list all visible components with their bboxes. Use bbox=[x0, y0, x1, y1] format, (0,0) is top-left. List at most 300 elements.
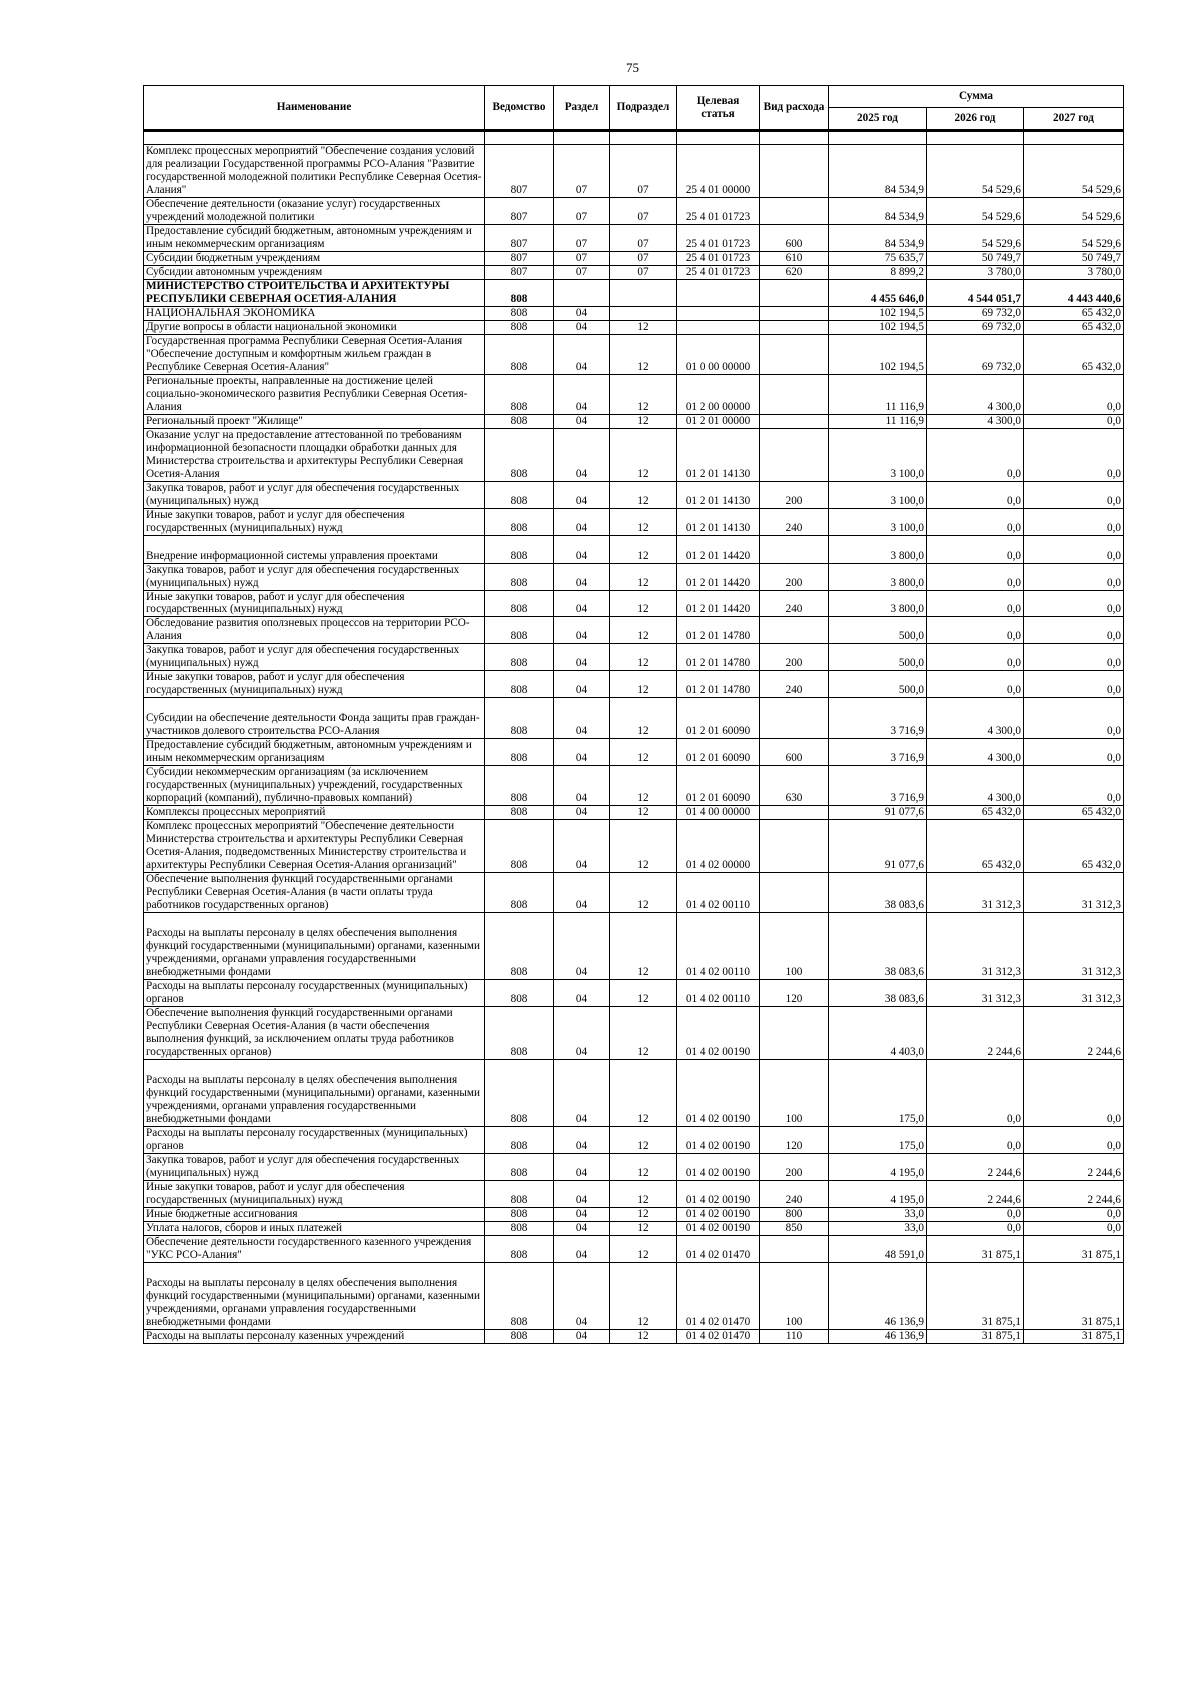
row-vedomstvo: 808 bbox=[485, 414, 554, 428]
row-sum-2026: 4 300,0 bbox=[927, 766, 1024, 806]
row-name: Оказание услуг на предоставление аттестованной по требованиям информационной безопасности площадки обработки данных для Министерства строительства и архитектуры Республики Северная Осетия-Алания bbox=[144, 428, 485, 481]
row-razdel: 07 bbox=[554, 251, 610, 265]
row-vedomstvo: 808 bbox=[485, 1262, 554, 1329]
row-podrazdel: 12 bbox=[610, 766, 677, 806]
row-podrazdel: 12 bbox=[610, 644, 677, 671]
row-razdel: 04 bbox=[554, 766, 610, 806]
row-vid: 240 bbox=[760, 1180, 829, 1207]
row-sum-2027: 65 432,0 bbox=[1024, 820, 1124, 873]
row-name: НАЦИОНАЛЬНАЯ ЭКОНОМИКА bbox=[144, 306, 485, 320]
row-podrazdel: 12 bbox=[610, 535, 677, 563]
row-podrazdel: 12 bbox=[610, 428, 677, 481]
row-celevaya bbox=[677, 320, 760, 334]
row-name: Закупка товаров, работ и услуг для обеспечения государственных (муниципальных) нужд bbox=[144, 481, 485, 508]
row-sum-2027: 2 244,6 bbox=[1024, 1180, 1124, 1207]
row-vedomstvo: 808 bbox=[485, 481, 554, 508]
row-vid bbox=[760, 1007, 829, 1060]
row-sum-2026: 2 244,6 bbox=[927, 1180, 1024, 1207]
row-razdel: 04 bbox=[554, 414, 610, 428]
row-vedomstvo: 808 bbox=[485, 913, 554, 980]
header-razdel: Раздел bbox=[554, 86, 610, 131]
row-podrazdel: 07 bbox=[610, 265, 677, 279]
row-sum-2027: 0,0 bbox=[1024, 1059, 1124, 1126]
row-razdel: 04 bbox=[554, 1059, 610, 1126]
row-vedomstvo: 808 bbox=[485, 374, 554, 414]
row-sum-2026: 54 529,6 bbox=[927, 145, 1024, 198]
row-sum-2027: 0,0 bbox=[1024, 644, 1124, 671]
row-vedomstvo: 808 bbox=[485, 334, 554, 374]
row-vid: 200 bbox=[760, 1153, 829, 1180]
row-name: Другие вопросы в области национальной экономики bbox=[144, 320, 485, 334]
row-vedomstvo: 808 bbox=[485, 508, 554, 535]
row-celevaya: 01 4 02 00190 bbox=[677, 1059, 760, 1126]
table-row bbox=[144, 224, 1124, 251]
row-razdel: 04 bbox=[554, 617, 610, 644]
row-sum-2027: 31 875,1 bbox=[1024, 1235, 1124, 1262]
row-vedomstvo: 808 bbox=[485, 306, 554, 320]
row-sum-2027: 31 312,3 bbox=[1024, 913, 1124, 980]
row-sum-2027: 0,0 bbox=[1024, 374, 1124, 414]
row-podrazdel: 12 bbox=[610, 980, 677, 1007]
row-sum-2026: 0,0 bbox=[927, 590, 1024, 617]
row-celevaya: 01 4 02 00190 bbox=[677, 1207, 760, 1221]
row-sum-2027: 0,0 bbox=[1024, 535, 1124, 563]
row-sum-2025: 175,0 bbox=[829, 1126, 927, 1153]
row-razdel: 04 bbox=[554, 590, 610, 617]
row-sum-2026: 65 432,0 bbox=[927, 820, 1024, 873]
table-header bbox=[144, 86, 1124, 131]
table-row bbox=[144, 1235, 1124, 1262]
row-name: Расходы на выплаты персоналу казенных учреждений bbox=[144, 1329, 485, 1343]
row-sum-2027: 50 749,7 bbox=[1024, 251, 1124, 265]
row-podrazdel: 07 bbox=[610, 145, 677, 198]
row-sum-2027: 54 529,6 bbox=[1024, 145, 1124, 198]
row-name: Субсидии бюджетным учреждениям bbox=[144, 251, 485, 265]
row-podrazdel: 12 bbox=[610, 1235, 677, 1262]
row-vedomstvo: 808 bbox=[485, 873, 554, 913]
table-row bbox=[144, 508, 1124, 535]
row-razdel: 04 bbox=[554, 698, 610, 739]
row-celevaya: 25 4 01 01723 bbox=[677, 251, 760, 265]
row-podrazdel: 07 bbox=[610, 224, 677, 251]
row-name: МИНИСТЕРСТВО СТРОИТЕЛЬСТВА И АРХИТЕКТУРЫ РЕСПУБЛИКИ СЕВЕРНАЯ ОСЕТИЯ-АЛАНИЯ bbox=[144, 279, 485, 306]
row-sum-2026: 0,0 bbox=[927, 428, 1024, 481]
row-vedomstvo: 808 bbox=[485, 563, 554, 590]
row-razdel: 04 bbox=[554, 1007, 610, 1060]
row-razdel: 07 bbox=[554, 197, 610, 224]
header-2025: 2025 год bbox=[829, 108, 927, 131]
table-row bbox=[144, 535, 1124, 563]
row-podrazdel: 12 bbox=[610, 820, 677, 873]
row-sum-2027: 65 432,0 bbox=[1024, 334, 1124, 374]
row-sum-2027: 65 432,0 bbox=[1024, 306, 1124, 320]
row-sum-2026: 50 749,7 bbox=[927, 251, 1024, 265]
row-sum-2027: 31 312,3 bbox=[1024, 980, 1124, 1007]
row-podrazdel: 12 bbox=[610, 1329, 677, 1343]
table-row bbox=[144, 306, 1124, 320]
row-vid: 600 bbox=[760, 224, 829, 251]
row-celevaya: 01 2 01 14130 bbox=[677, 481, 760, 508]
row-sum-2025: 46 136,9 bbox=[829, 1262, 927, 1329]
row-celevaya: 01 2 01 14420 bbox=[677, 590, 760, 617]
row-name: Субсидии на обеспечение деятельности Фонда защиты прав граждан-участников долевого строительства РСО-Алания bbox=[144, 698, 485, 739]
row-razdel: 04 bbox=[554, 1235, 610, 1262]
row-vid: 600 bbox=[760, 739, 829, 766]
row-razdel: 04 bbox=[554, 1126, 610, 1153]
table-row bbox=[144, 1126, 1124, 1153]
row-sum-2025: 4 403,0 bbox=[829, 1007, 927, 1060]
row-razdel: 04 bbox=[554, 1180, 610, 1207]
row-vid: 610 bbox=[760, 251, 829, 265]
row-sum-2027: 0,0 bbox=[1024, 508, 1124, 535]
row-razdel: 07 bbox=[554, 224, 610, 251]
row-name: Уплата налогов, сборов и иных платежей bbox=[144, 1221, 485, 1235]
header-2027: 2027 год bbox=[1024, 108, 1124, 131]
row-celevaya bbox=[677, 306, 760, 320]
row-vedomstvo: 808 bbox=[485, 279, 554, 306]
header-summa: Сумма bbox=[829, 86, 1124, 108]
budget-table bbox=[143, 85, 1124, 1344]
row-vedomstvo: 808 bbox=[485, 644, 554, 671]
row-razdel: 04 bbox=[554, 334, 610, 374]
row-razdel: 04 bbox=[554, 644, 610, 671]
row-sum-2026: 0,0 bbox=[927, 481, 1024, 508]
row-sum-2026: 65 432,0 bbox=[927, 806, 1024, 820]
row-podrazdel: 12 bbox=[610, 1262, 677, 1329]
row-name: Обеспечение выполнения функций государственными органами Республики Северная Осетия-Алания (в части обеспечения выполнения функций, за исключением оплаты труда работников государственных органов) bbox=[144, 1007, 485, 1060]
row-sum-2026: 4 300,0 bbox=[927, 698, 1024, 739]
row-sum-2025: 84 534,9 bbox=[829, 224, 927, 251]
row-vid bbox=[760, 197, 829, 224]
row-razdel: 04 bbox=[554, 428, 610, 481]
row-razdel: 04 bbox=[554, 1221, 610, 1235]
row-vedomstvo: 808 bbox=[485, 739, 554, 766]
row-podrazdel: 12 bbox=[610, 698, 677, 739]
row-sum-2026: 69 732,0 bbox=[927, 320, 1024, 334]
row-vid bbox=[760, 873, 829, 913]
row-sum-2025: 84 534,9 bbox=[829, 197, 927, 224]
row-celevaya: 01 2 01 60090 bbox=[677, 739, 760, 766]
row-vid bbox=[760, 820, 829, 873]
row-sum-2025: 91 077,6 bbox=[829, 820, 927, 873]
row-vid: 110 bbox=[760, 1329, 829, 1343]
row-sum-2026: 31 875,1 bbox=[927, 1262, 1024, 1329]
row-razdel: 04 bbox=[554, 913, 610, 980]
spacer-row bbox=[144, 131, 1124, 145]
row-vedomstvo: 808 bbox=[485, 1207, 554, 1221]
row-sum-2026: 4 300,0 bbox=[927, 739, 1024, 766]
row-vedomstvo: 808 bbox=[485, 1007, 554, 1060]
row-name: Обеспечение деятельности государственного казенного учреждения "УКС РСО-Алания" bbox=[144, 1235, 485, 1262]
row-sum-2027: 31 875,1 bbox=[1024, 1262, 1124, 1329]
row-vedomstvo: 808 bbox=[485, 980, 554, 1007]
row-name: Расходы на выплаты персоналу в целях обеспечения выполнения функций государственными (муниципальными) органами, казенными учреждениями, органами управления государственными внебюджетными фондами bbox=[144, 1059, 485, 1126]
row-sum-2025: 33,0 bbox=[829, 1207, 927, 1221]
table-row bbox=[144, 873, 1124, 913]
header-2026: 2026 год bbox=[927, 108, 1024, 131]
row-celevaya: 01 2 01 14780 bbox=[677, 671, 760, 698]
row-name: Иные закупки товаров, работ и услуг для обеспечения государственных (муниципальных) нужд bbox=[144, 671, 485, 698]
row-name: Расходы на выплаты персоналу государственных (муниципальных) органов bbox=[144, 980, 485, 1007]
row-sum-2025: 11 116,9 bbox=[829, 414, 927, 428]
row-name: Региональный проект "Жилище" bbox=[144, 414, 485, 428]
row-vedomstvo: 808 bbox=[485, 1329, 554, 1343]
table-row bbox=[144, 563, 1124, 590]
row-vid: 800 bbox=[760, 1207, 829, 1221]
row-sum-2027: 65 432,0 bbox=[1024, 320, 1124, 334]
row-vid: 120 bbox=[760, 1126, 829, 1153]
row-sum-2027: 4 443 440,6 bbox=[1024, 279, 1124, 306]
row-celevaya: 01 4 02 00110 bbox=[677, 913, 760, 980]
row-razdel: 04 bbox=[554, 1153, 610, 1180]
row-sum-2025: 102 194,5 bbox=[829, 306, 927, 320]
row-sum-2025: 3 100,0 bbox=[829, 428, 927, 481]
row-razdel: 04 bbox=[554, 508, 610, 535]
table-row bbox=[144, 428, 1124, 481]
row-sum-2025: 3 800,0 bbox=[829, 590, 927, 617]
table-body bbox=[144, 131, 1124, 1344]
table-row bbox=[144, 414, 1124, 428]
row-sum-2027: 65 432,0 bbox=[1024, 806, 1124, 820]
row-vid bbox=[760, 279, 829, 306]
row-sum-2026: 31 875,1 bbox=[927, 1235, 1024, 1262]
row-name: Комплекс процессных мероприятий "Обеспечение деятельности Министерства строительства и архитектуры Республики Северная Осетия-Алания, подведомственных Министерству строительства и архитектуры Республики Северная Осетия-Алания организаций" bbox=[144, 820, 485, 873]
table-row bbox=[144, 1262, 1124, 1329]
row-celevaya: 01 4 02 00190 bbox=[677, 1126, 760, 1153]
row-name: Закупка товаров, работ и услуг для обеспечения государственных (муниципальных) нужд bbox=[144, 644, 485, 671]
row-vedomstvo: 808 bbox=[485, 428, 554, 481]
row-razdel: 04 bbox=[554, 1207, 610, 1221]
row-celevaya: 01 2 01 14420 bbox=[677, 535, 760, 563]
table-row bbox=[144, 766, 1124, 806]
row-sum-2026: 31 312,3 bbox=[927, 873, 1024, 913]
row-podrazdel: 12 bbox=[610, 1180, 677, 1207]
row-vid: 100 bbox=[760, 1262, 829, 1329]
row-sum-2027: 0,0 bbox=[1024, 590, 1124, 617]
row-razdel: 07 bbox=[554, 145, 610, 198]
row-vedomstvo: 808 bbox=[485, 1180, 554, 1207]
row-name: Расходы на выплаты персоналу в целях обеспечения выполнения функций государственными (муниципальными) органами, казенными учреждениями, органами управления государственными внебюджетными фондами bbox=[144, 913, 485, 980]
row-sum-2026: 0,0 bbox=[927, 508, 1024, 535]
row-sum-2025: 500,0 bbox=[829, 671, 927, 698]
table-row bbox=[144, 334, 1124, 374]
row-sum-2027: 0,0 bbox=[1024, 1126, 1124, 1153]
row-celevaya: 01 4 02 00000 bbox=[677, 820, 760, 873]
row-vid bbox=[760, 414, 829, 428]
row-podrazdel: 12 bbox=[610, 1221, 677, 1235]
header-vid: Вид расхода bbox=[760, 86, 829, 131]
row-vid bbox=[760, 617, 829, 644]
header-vedomstvo: Ведомство bbox=[485, 86, 554, 131]
row-sum-2025: 3 716,9 bbox=[829, 739, 927, 766]
row-vedomstvo: 808 bbox=[485, 1153, 554, 1180]
row-sum-2025: 48 591,0 bbox=[829, 1235, 927, 1262]
row-vedomstvo: 808 bbox=[485, 1059, 554, 1126]
row-sum-2025: 75 635,7 bbox=[829, 251, 927, 265]
row-podrazdel: 12 bbox=[610, 481, 677, 508]
row-celevaya: 01 2 01 14780 bbox=[677, 644, 760, 671]
header-name: Наименование bbox=[144, 86, 485, 131]
row-sum-2027: 31 875,1 bbox=[1024, 1329, 1124, 1343]
row-vedomstvo: 807 bbox=[485, 224, 554, 251]
row-razdel: 07 bbox=[554, 265, 610, 279]
row-name: Расходы на выплаты персоналу в целях обеспечения выполнения функций государственными (муниципальными) органами, казенными учреждениями, органами управления государственными внебюджетными фондами bbox=[144, 1262, 485, 1329]
row-vid: 100 bbox=[760, 1059, 829, 1126]
table-row bbox=[144, 1153, 1124, 1180]
row-podrazdel: 12 bbox=[610, 320, 677, 334]
row-sum-2025: 84 534,9 bbox=[829, 145, 927, 198]
row-sum-2025: 3 100,0 bbox=[829, 508, 927, 535]
row-name: Расходы на выплаты персоналу государственных (муниципальных) органов bbox=[144, 1126, 485, 1153]
row-sum-2025: 3 800,0 bbox=[829, 563, 927, 590]
table-row bbox=[144, 980, 1124, 1007]
row-podrazdel: 12 bbox=[610, 1153, 677, 1180]
row-vid bbox=[760, 320, 829, 334]
row-vedomstvo: 808 bbox=[485, 820, 554, 873]
row-razdel: 04 bbox=[554, 563, 610, 590]
row-vid: 200 bbox=[760, 644, 829, 671]
row-vid bbox=[760, 374, 829, 414]
table-row bbox=[144, 644, 1124, 671]
row-vid: 240 bbox=[760, 671, 829, 698]
row-sum-2025: 500,0 bbox=[829, 617, 927, 644]
row-name: Комплексы процессных мероприятий bbox=[144, 806, 485, 820]
row-podrazdel: 12 bbox=[610, 1126, 677, 1153]
row-sum-2026: 0,0 bbox=[927, 1207, 1024, 1221]
row-sum-2026: 0,0 bbox=[927, 644, 1024, 671]
row-sum-2025: 8 899,2 bbox=[829, 265, 927, 279]
row-name: Внедрение информационной системы управления проектами bbox=[144, 535, 485, 563]
table-row bbox=[144, 279, 1124, 306]
row-vedomstvo: 808 bbox=[485, 671, 554, 698]
table-row bbox=[144, 145, 1124, 198]
row-name: Предоставление субсидий бюджетным, автономным учреждениям и иным некоммерческим организациям bbox=[144, 739, 485, 766]
row-sum-2026: 31 875,1 bbox=[927, 1329, 1024, 1343]
row-podrazdel: 12 bbox=[610, 913, 677, 980]
row-celevaya: 01 2 01 60090 bbox=[677, 766, 760, 806]
row-sum-2026: 0,0 bbox=[927, 1059, 1024, 1126]
row-sum-2025: 33,0 bbox=[829, 1221, 927, 1235]
row-razdel: 04 bbox=[554, 535, 610, 563]
row-podrazdel: 12 bbox=[610, 739, 677, 766]
row-celevaya: 25 4 01 01723 bbox=[677, 197, 760, 224]
row-podrazdel: 12 bbox=[610, 508, 677, 535]
row-podrazdel: 12 bbox=[610, 590, 677, 617]
row-sum-2025: 102 194,5 bbox=[829, 320, 927, 334]
row-celevaya: 01 2 01 14420 bbox=[677, 563, 760, 590]
row-vid: 200 bbox=[760, 481, 829, 508]
row-name: Закупка товаров, работ и услуг для обеспечения государственных (муниципальных) нужд bbox=[144, 563, 485, 590]
row-vid bbox=[760, 428, 829, 481]
row-vid bbox=[760, 698, 829, 739]
row-name: Иные закупки товаров, работ и услуг для обеспечения государственных (муниципальных) нужд bbox=[144, 508, 485, 535]
row-celevaya: 01 4 02 00110 bbox=[677, 873, 760, 913]
row-vedomstvo: 808 bbox=[485, 698, 554, 739]
table-row bbox=[144, 698, 1124, 739]
row-sum-2026: 54 529,6 bbox=[927, 197, 1024, 224]
row-vid bbox=[760, 535, 829, 563]
table-row bbox=[144, 481, 1124, 508]
table-row bbox=[144, 1180, 1124, 1207]
row-sum-2027: 0,0 bbox=[1024, 1221, 1124, 1235]
row-vedomstvo: 807 bbox=[485, 265, 554, 279]
row-sum-2027: 54 529,6 bbox=[1024, 224, 1124, 251]
row-sum-2025: 38 083,6 bbox=[829, 980, 927, 1007]
row-celevaya: 01 4 02 00190 bbox=[677, 1007, 760, 1060]
row-sum-2025: 38 083,6 bbox=[829, 873, 927, 913]
row-celevaya: 01 4 02 01470 bbox=[677, 1329, 760, 1343]
row-name: Государственная программа Республики Северная Осетия-Алания "Обеспечение доступным и комфортным жильем граждан в Республике Северная Осетия-Алания" bbox=[144, 334, 485, 374]
row-name: Комплекс процессных мероприятий "Обеспечение создания условий для реализации Государственной программы РСО-Алания "Развитие государственной молодежной политики Республике Северная Осетия-Алания" bbox=[144, 145, 485, 198]
row-sum-2025: 11 116,9 bbox=[829, 374, 927, 414]
row-sum-2027: 2 244,6 bbox=[1024, 1007, 1124, 1060]
row-vedomstvo: 808 bbox=[485, 1221, 554, 1235]
table-row bbox=[144, 913, 1124, 980]
row-sum-2025: 38 083,6 bbox=[829, 913, 927, 980]
row-podrazdel: 12 bbox=[610, 1207, 677, 1221]
row-sum-2026: 4 300,0 bbox=[927, 414, 1024, 428]
row-razdel: 04 bbox=[554, 320, 610, 334]
row-sum-2025: 500,0 bbox=[829, 644, 927, 671]
row-sum-2025: 102 194,5 bbox=[829, 334, 927, 374]
row-sum-2026: 2 244,6 bbox=[927, 1153, 1024, 1180]
row-celevaya: 25 4 01 00000 bbox=[677, 145, 760, 198]
row-vedomstvo: 808 bbox=[485, 617, 554, 644]
row-sum-2026: 0,0 bbox=[927, 1221, 1024, 1235]
table-row bbox=[144, 1221, 1124, 1235]
row-vid: 630 bbox=[760, 766, 829, 806]
row-celevaya: 01 2 00 00000 bbox=[677, 374, 760, 414]
row-celevaya: 01 2 01 00000 bbox=[677, 414, 760, 428]
row-vedomstvo: 808 bbox=[485, 320, 554, 334]
row-razdel: 04 bbox=[554, 1329, 610, 1343]
row-sum-2025: 4 455 646,0 bbox=[829, 279, 927, 306]
row-razdel: 04 bbox=[554, 980, 610, 1007]
row-sum-2026: 69 732,0 bbox=[927, 306, 1024, 320]
row-celevaya: 01 4 02 00190 bbox=[677, 1153, 760, 1180]
row-sum-2026: 54 529,6 bbox=[927, 224, 1024, 251]
row-sum-2026: 2 244,6 bbox=[927, 1007, 1024, 1060]
row-sum-2027: 54 529,6 bbox=[1024, 197, 1124, 224]
row-sum-2027: 31 312,3 bbox=[1024, 873, 1124, 913]
row-vid: 620 bbox=[760, 265, 829, 279]
row-celevaya: 01 4 02 01470 bbox=[677, 1235, 760, 1262]
row-razdel: 04 bbox=[554, 306, 610, 320]
row-celevaya: 01 4 02 00190 bbox=[677, 1221, 760, 1235]
row-vedomstvo: 808 bbox=[485, 590, 554, 617]
row-sum-2027: 0,0 bbox=[1024, 414, 1124, 428]
row-razdel bbox=[554, 279, 610, 306]
row-vid bbox=[760, 1235, 829, 1262]
row-sum-2025: 3 716,9 bbox=[829, 766, 927, 806]
row-vedomstvo: 807 bbox=[485, 251, 554, 265]
table-row bbox=[144, 374, 1124, 414]
row-podrazdel: 07 bbox=[610, 197, 677, 224]
row-vid: 240 bbox=[760, 590, 829, 617]
row-vid bbox=[760, 306, 829, 320]
row-sum-2025: 175,0 bbox=[829, 1059, 927, 1126]
row-razdel: 04 bbox=[554, 873, 610, 913]
row-sum-2027: 0,0 bbox=[1024, 428, 1124, 481]
row-name: Субсидии автономным учреждениям bbox=[144, 265, 485, 279]
row-sum-2027: 0,0 bbox=[1024, 617, 1124, 644]
table-row bbox=[144, 617, 1124, 644]
row-razdel: 04 bbox=[554, 481, 610, 508]
table-row bbox=[144, 265, 1124, 279]
table-row bbox=[144, 197, 1124, 224]
row-vid bbox=[760, 334, 829, 374]
row-sum-2027: 0,0 bbox=[1024, 698, 1124, 739]
